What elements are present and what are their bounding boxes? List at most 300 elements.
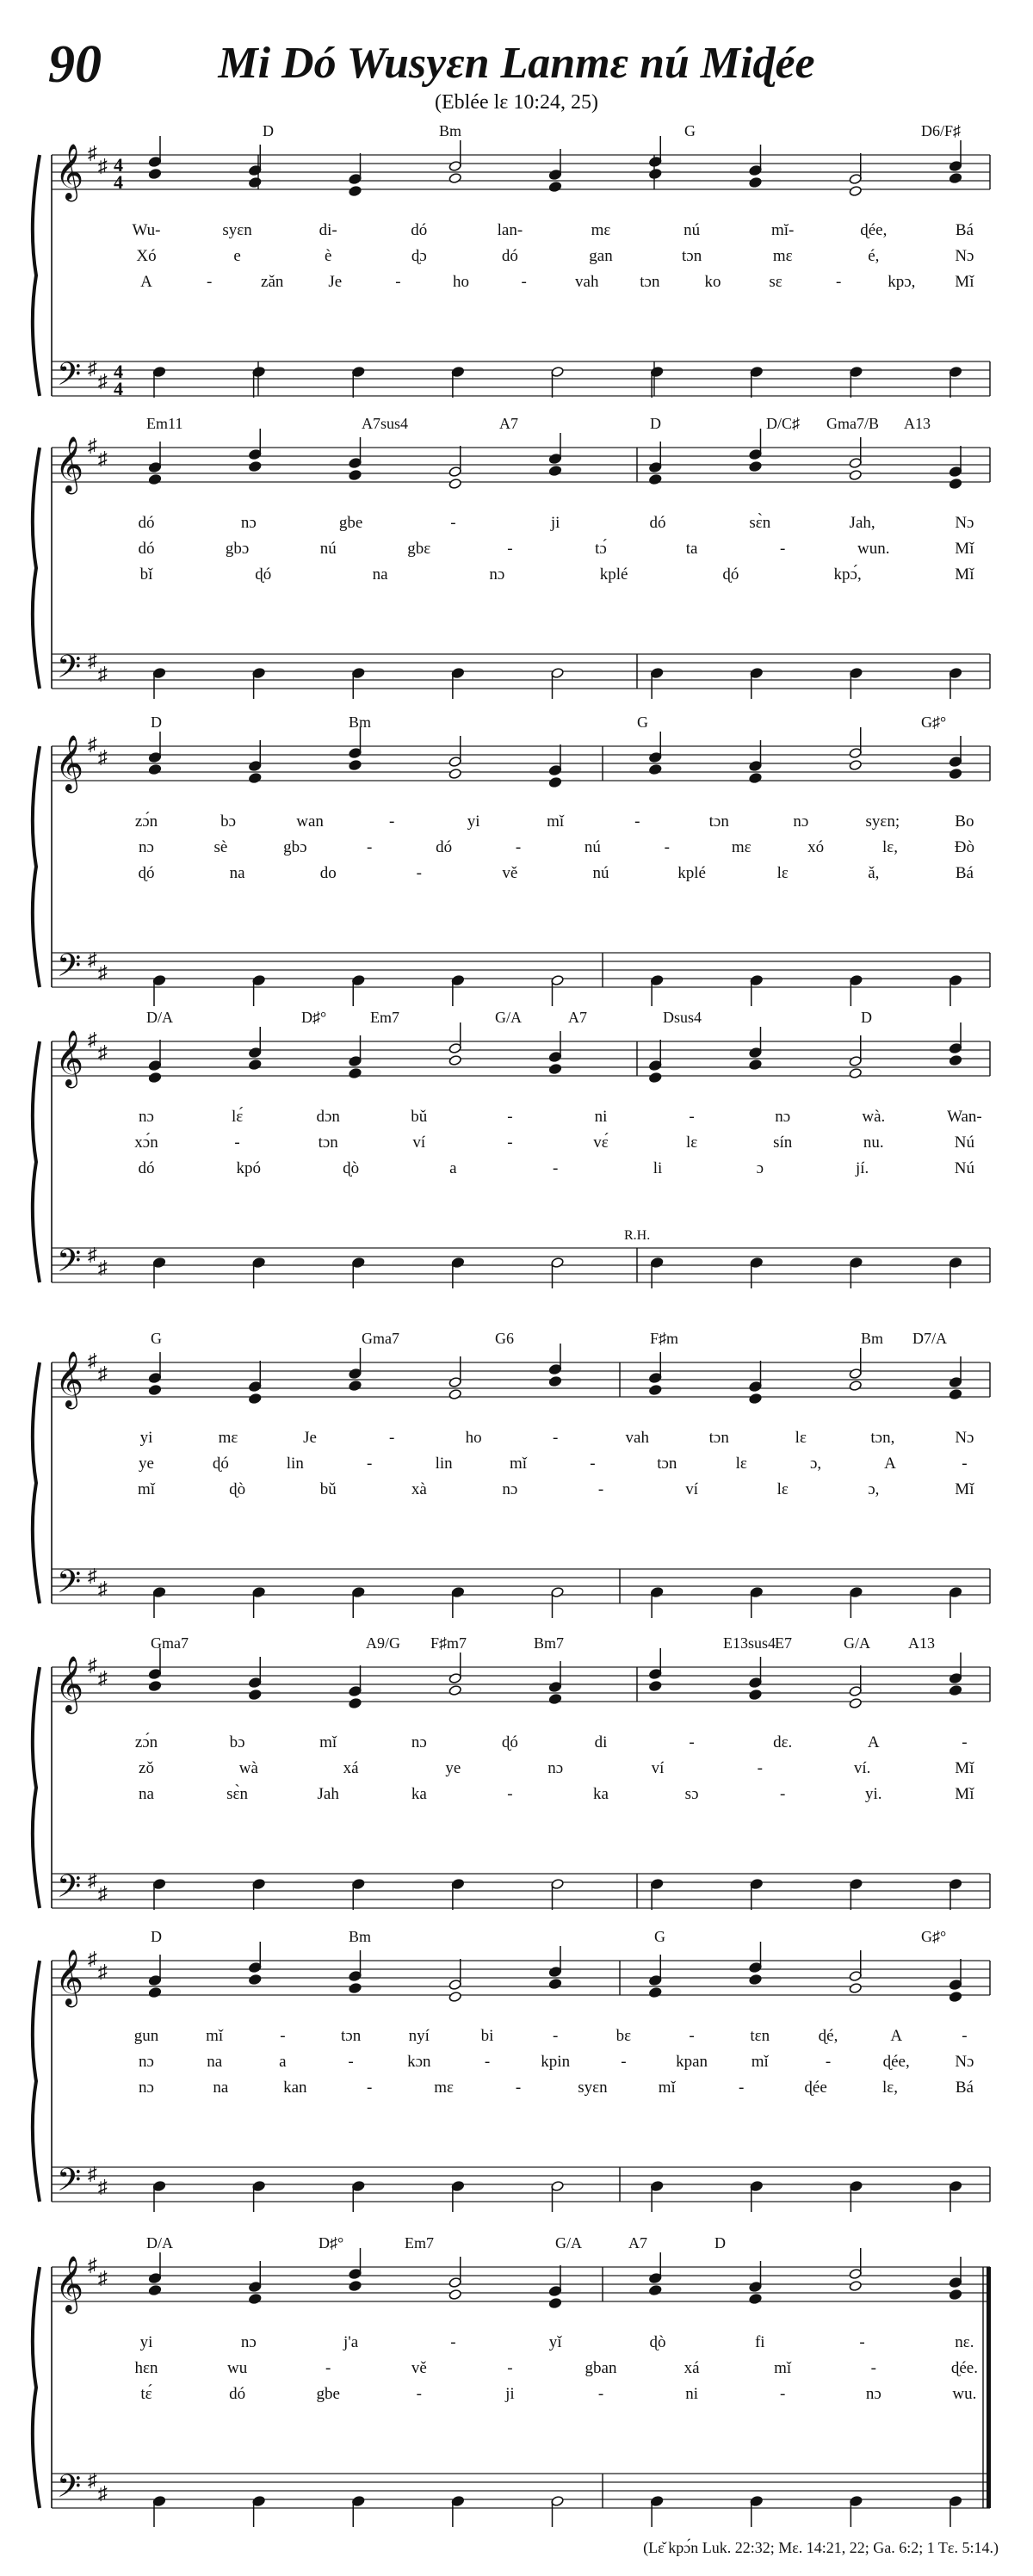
lyric-syllable: ǎ,	[868, 864, 880, 882]
lyric-syllable: nɔ	[139, 838, 154, 856]
note-head	[448, 172, 461, 183]
lyric-syllable: tɔn	[318, 1134, 338, 1152]
note-head	[949, 1991, 962, 2002]
lyric-syllable: ɖée,	[860, 221, 888, 239]
bass-clef-icon: 𝄢	[57, 2163, 82, 2205]
chord-symbol: F♯m7	[430, 1634, 467, 1652]
sharp-icon: ♯	[88, 1869, 97, 1891]
lyric-syllable: gbɔ	[225, 540, 250, 558]
note-head	[448, 2289, 461, 2300]
lyric-syllable: -	[597, 1480, 604, 1498]
lyric-syllable: -	[325, 2359, 331, 2377]
lyric-syllable: j'a	[343, 2333, 359, 2351]
note-head	[849, 1380, 862, 1391]
chord-symbol: D	[151, 1928, 162, 1945]
treble-clef-icon: 𝄞	[55, 438, 84, 491]
lyric-syllable: bǔ	[411, 1108, 428, 1126]
chord-symbol: G♯°	[921, 1928, 947, 1945]
lyric-syllable: è	[324, 247, 332, 265]
lyric-syllable: -	[553, 1159, 559, 1177]
lyric-syllable: dɛ.	[773, 1733, 793, 1751]
bass-clef-icon: 𝄢	[57, 650, 82, 692]
lyric-syllable: Mǐ	[955, 1480, 974, 1498]
final-barline	[987, 2267, 991, 2508]
lyric-syllable: dó	[138, 540, 155, 558]
marking-label: R.H.	[624, 1228, 651, 1243]
chord-symbol: G/A	[495, 1009, 522, 1026]
note-head	[849, 2280, 862, 2291]
lyric-syllable: tɔn	[657, 1455, 677, 1473]
lyric-syllable: gun	[133, 2027, 159, 2045]
lyric-syllable: ni	[594, 1108, 608, 1126]
bass-clef-icon: 𝄢	[57, 1565, 82, 1607]
bass-clef-icon: 𝄢	[57, 2469, 82, 2511]
sharp-icon: ♯	[88, 948, 97, 970]
note-head	[448, 768, 461, 779]
chord-symbol: Bm	[439, 122, 462, 139]
lyric-syllable: wan	[296, 812, 324, 831]
chord-symbol: D♯°	[319, 2234, 344, 2252]
lyric-syllable: -	[859, 2333, 865, 2351]
lyric-syllable: ɖò	[649, 2333, 666, 2351]
lyric-syllable: syɛn	[578, 2079, 608, 2097]
chord-symbol: G	[151, 1330, 162, 1347]
lyric-syllable: Je	[303, 1429, 317, 1447]
note-head	[249, 1059, 262, 1070]
bass-staff	[52, 953, 990, 987]
chord-symbol: D	[861, 1009, 872, 1026]
lyric-syllable: xá	[684, 2359, 700, 2377]
lyric-syllable: mɛ	[772, 247, 793, 265]
lyric-syllable: -	[590, 1455, 596, 1473]
lyric-syllable: -	[825, 2053, 832, 2071]
note-head	[349, 185, 362, 196]
lyric-syllable: yi.	[865, 1785, 882, 1803]
chord-symbol: G/A	[555, 2234, 582, 2252]
lyric-syllable: nú	[684, 221, 701, 239]
lyric-syllable: zǎn	[261, 273, 284, 291]
lyric-syllable: a	[449, 1159, 457, 1177]
note-head	[548, 1978, 561, 1989]
note-head	[548, 465, 561, 476]
lyric-syllable: Jah	[317, 1785, 339, 1803]
lyric-syllable: wà	[238, 1759, 258, 1777]
lyric-syllable: ɖée,	[882, 2053, 910, 2071]
bass-staff	[52, 1569, 990, 1603]
system-brace	[33, 1961, 40, 2202]
lyric-syllable: vah	[575, 273, 599, 291]
chord-symbol: D7/A	[912, 1330, 947, 1347]
sharp-icon: ♯	[98, 1362, 108, 1384]
lyric-syllable: kplé	[677, 864, 706, 882]
lyric-syllable: mǐ	[658, 2079, 676, 2097]
sharp-icon: ♯	[88, 2254, 97, 2276]
note-head	[749, 772, 762, 783]
lyric-syllable: li	[653, 1159, 663, 1177]
lyric-syllable: nɔ	[139, 2079, 154, 2097]
time-signature: 4	[114, 361, 123, 382]
lyric-syllable: ɖò	[229, 1480, 246, 1498]
lyric-syllable: tɛn	[750, 2027, 770, 2045]
lyric-syllable: wà.	[862, 1108, 886, 1126]
note-head	[148, 1986, 161, 1998]
lyric-syllable: -	[367, 1455, 373, 1473]
lyric-syllable: ví	[651, 1759, 665, 1777]
lyric-syllable: lɛ	[735, 1455, 747, 1473]
chord-symbol: D/C♯	[766, 415, 801, 432]
lyric-syllable: mĭ-	[771, 221, 795, 239]
chord-symbol: Bm	[349, 713, 372, 731]
lyric-syllable: mǐ	[319, 1733, 337, 1751]
sharp-icon: ♯	[88, 650, 97, 671]
lyric-syllable: sɔ	[684, 1785, 699, 1803]
chord-symbol: E7	[775, 1634, 792, 1652]
treble-clef-icon: 𝄞	[55, 737, 84, 790]
lyric-syllable: vɛ́	[593, 1134, 609, 1152]
hymn-title: Mi Dó Wusyɛn Lanmɛ nú Miɖée	[218, 39, 815, 88]
treble-staff	[52, 746, 990, 781]
lyric-syllable: lɛ	[776, 1480, 789, 1498]
lyric-syllable: kan	[283, 2079, 307, 2097]
bass-staff	[52, 2474, 990, 2508]
lyric-syllable: Xó	[136, 247, 157, 265]
treble-staff	[52, 2267, 990, 2301]
sharp-icon: ♯	[98, 155, 108, 176]
system-brace	[33, 155, 40, 396]
lyric-syllable: hɛn	[134, 2359, 158, 2377]
lyric-syllable: lan-	[497, 221, 523, 239]
lyric-syllable: bǐ	[139, 565, 153, 584]
note-head	[649, 1986, 662, 1998]
note-head	[849, 185, 862, 196]
treble-staff	[52, 1362, 990, 1397]
lyric-syllable: -	[515, 2079, 522, 2097]
sharp-icon: ♯	[88, 1029, 97, 1050]
lyric-syllable: Nú	[954, 1159, 975, 1177]
lyric-syllable: nɔ	[775, 1108, 791, 1126]
system-brace	[33, 1362, 40, 1603]
chord-symbol: G/A	[844, 1634, 870, 1652]
bass-clef-icon: 𝄢	[57, 357, 82, 399]
lyric-syllable: Bá	[955, 221, 974, 239]
sharp-icon: ♯	[98, 961, 108, 983]
lyric-syllable: Ðò	[954, 838, 975, 856]
lyric-syllable: -	[780, 1785, 786, 1803]
note-head	[349, 1697, 362, 1708]
lyric-syllable: lɛ	[685, 1134, 698, 1152]
bass-staff	[52, 361, 990, 396]
chord-symbol: D	[263, 122, 274, 139]
lyric-syllable: -	[388, 1429, 395, 1447]
time-signature: 4	[114, 378, 123, 399]
lyric-syllable: wun.	[857, 540, 890, 558]
lyric-syllable: -	[367, 838, 373, 856]
sharp-icon: ♯	[88, 2163, 97, 2184]
lyric-syllable: -	[521, 273, 527, 291]
lyric-syllable: wu.	[952, 2385, 977, 2403]
chord-symbol: D♯°	[301, 1009, 327, 1026]
lyric-syllable: dó	[138, 1159, 155, 1177]
note-head	[148, 1680, 161, 1691]
lyric-syllable: syɛn;	[865, 812, 900, 831]
lyric-syllable: di	[594, 1733, 608, 1751]
lyric-syllable: -	[597, 2385, 604, 2403]
lyric-syllable: gbe	[338, 514, 363, 532]
lyric-syllable: ɖée.	[950, 2359, 978, 2377]
lyric-syllable: dó	[501, 247, 518, 265]
sharp-icon: ♯	[98, 663, 108, 684]
lyric-syllable: -	[780, 2385, 786, 2403]
sharp-icon: ♯	[98, 2482, 108, 2504]
sharp-icon: ♯	[98, 1882, 108, 1904]
lyric-syllable: kplé	[599, 565, 628, 584]
lyric-syllable: gbɛ	[407, 540, 431, 558]
lyric-syllable: Nú	[954, 1134, 975, 1152]
chord-symbol: Dsus4	[663, 1009, 702, 1026]
lyric-syllable: nɔ	[489, 565, 505, 584]
lyric-syllable: -	[689, 1108, 695, 1126]
chord-symbol: A7sus4	[362, 415, 409, 432]
note-head	[148, 168, 161, 179]
chord-symbol: A13	[908, 1634, 935, 1652]
treble-staff	[52, 1667, 990, 1702]
lyric-syllable: sɛ̀n	[226, 1785, 249, 1803]
chord-symbol: E13sus4	[723, 1634, 776, 1652]
lyric-syllable: tɔ́	[595, 540, 607, 558]
sharp-icon: ♯	[98, 1578, 108, 1599]
lyric-syllable: -	[739, 2079, 745, 2097]
lyric-syllable: xà	[411, 1480, 427, 1498]
lyric-syllable: xɔ́n	[134, 1134, 158, 1152]
chord-symbol: Gma7	[362, 1330, 399, 1347]
lyric-syllable: -	[962, 2027, 968, 2045]
chord-symbol: A7	[568, 1009, 587, 1026]
lyric-syllable: mɛ	[731, 838, 752, 856]
lyric-syllable: nú	[584, 838, 601, 856]
note-head	[749, 1689, 762, 1700]
sharp-icon: ♯	[88, 2469, 97, 2491]
lyric-syllable: kpan	[676, 2053, 708, 2071]
lyric-syllable: -	[664, 838, 670, 856]
system-brace	[33, 448, 40, 689]
lyric-syllable: lɛ	[795, 1429, 807, 1447]
lyric-syllable: tɔn	[340, 2027, 362, 2045]
sharp-icon: ♯	[88, 1244, 97, 1265]
lyric-syllable: nɔ	[502, 1480, 518, 1498]
note-head	[949, 172, 962, 183]
lyric-syllable: dó	[138, 514, 155, 532]
treble-staff	[52, 155, 990, 189]
lyric-syllable: nú	[592, 864, 609, 882]
lyric-syllable: ji	[550, 514, 560, 532]
lyric-syllable: Je	[328, 273, 343, 291]
note-head	[949, 478, 962, 489]
lyric-syllable: xá	[343, 1759, 359, 1777]
lyric-syllable: -	[515, 838, 522, 856]
treble-staff	[52, 1041, 990, 1076]
lyric-syllable: -	[388, 812, 395, 831]
chord-symbol: A7	[628, 2234, 647, 2252]
system-brace	[33, 1667, 40, 1908]
chord-symbol: G	[654, 1928, 665, 1945]
lyric-syllable: na	[372, 565, 388, 584]
system-brace	[33, 1041, 40, 1282]
lyric-syllable: -	[395, 273, 401, 291]
bass-staff	[52, 1248, 990, 1282]
note-head	[548, 181, 561, 192]
lyric-syllable: mǐ	[206, 2027, 224, 2045]
bass-staff	[52, 2167, 990, 2202]
lyric-syllable: na	[139, 1785, 154, 1803]
sharp-icon: ♯	[98, 1667, 108, 1689]
lyric-syllable: -	[348, 2053, 354, 2071]
treble-clef-icon: 𝄞	[55, 2258, 84, 2311]
lyric-syllable: sín	[773, 1134, 793, 1152]
lyric-syllable: vě	[411, 2359, 427, 2377]
lyric-syllable: -	[836, 273, 842, 291]
sharp-icon: ♯	[98, 746, 108, 768]
note-head	[649, 473, 662, 485]
note-head	[148, 763, 161, 775]
note-head	[949, 1388, 962, 1399]
hymn-number: 90	[48, 35, 102, 94]
lyric-syllable: bi	[480, 2027, 494, 2045]
note-head	[649, 168, 662, 179]
lyric-syllable: bɛ	[615, 2027, 632, 2045]
note-head	[649, 2284, 662, 2295]
lyric-syllable: na	[229, 864, 245, 882]
lyric-syllable: Nɔ	[955, 247, 974, 265]
lyric-syllable: nɔ	[139, 1108, 154, 1126]
lyric-syllable: -	[367, 2079, 373, 2097]
note-head	[649, 763, 662, 775]
lyric-syllable: kpó	[236, 1159, 262, 1177]
lyric-syllable: ɖò	[343, 1159, 360, 1177]
lyric-syllable: ɖó	[138, 864, 155, 882]
lyric-syllable: A	[890, 2027, 903, 2045]
lyric-syllable: Bo	[955, 812, 974, 831]
note-head	[349, 469, 362, 480]
lyric-syllable: sè	[213, 838, 228, 856]
lyric-syllable: wu	[226, 2359, 248, 2377]
bass-staff	[52, 1874, 990, 1908]
note-head	[349, 1067, 362, 1078]
lyric-syllable: Mǐ	[955, 565, 974, 584]
chord-symbol: Bm	[861, 1330, 884, 1347]
lyric-syllable: -	[962, 1733, 968, 1751]
lyric-syllable: ɖó	[255, 565, 272, 584]
lyric-syllable: nyí	[408, 2027, 430, 2045]
lyric-syllable: yi	[139, 1429, 153, 1447]
lyric-syllable: lin	[435, 1455, 453, 1473]
lyric-syllable: mǐ	[547, 812, 565, 831]
lyric-syllable: ho	[465, 1429, 482, 1447]
chord-symbol: Em7	[405, 2234, 434, 2252]
lyric-syllable: -	[689, 1733, 695, 1751]
lyric-syllable: Jah,	[849, 514, 875, 532]
lyric-syllable: -	[234, 1134, 240, 1152]
note-head	[349, 1982, 362, 1993]
note-head	[448, 1388, 461, 1399]
lyric-syllable: -	[962, 1455, 968, 1473]
note-head	[249, 1974, 262, 1985]
lyric-syllable: ɔ,	[810, 1455, 822, 1473]
lyric-syllable: ye	[445, 1759, 461, 1777]
lyric-syllable: kpɔ,	[888, 273, 916, 291]
lyric-syllable: Nɔ	[955, 514, 974, 532]
lyric-syllable: -	[757, 1759, 763, 1777]
note-head	[249, 772, 262, 783]
treble-clef-icon: 𝄞	[55, 1658, 84, 1711]
chord-symbol: D	[650, 415, 661, 432]
lyric-syllable: Bá	[955, 2079, 974, 2097]
lyric-syllable: gban	[585, 2359, 617, 2377]
note-head	[749, 1974, 762, 1985]
lyric-syllable: di-	[319, 221, 337, 239]
chord-symbol: Em11	[146, 415, 183, 432]
lyric-syllable: mǐ	[137, 1480, 156, 1498]
lyric-syllable: -	[450, 2333, 456, 2351]
sharp-icon: ♯	[98, 370, 108, 392]
note-head	[949, 1684, 962, 1696]
lyric-syllable: jí.	[855, 1159, 869, 1177]
note-head	[849, 469, 862, 480]
lyric-syllable: lɛ́	[231, 1108, 244, 1126]
note-head	[749, 460, 762, 472]
lyric-syllable: Wan-	[947, 1108, 982, 1126]
time-signature: 4	[114, 171, 123, 193]
lyric-syllable: A	[140, 273, 152, 291]
lyric-syllable: syɛn	[222, 221, 252, 239]
lyric-syllable: -	[780, 540, 786, 558]
note-head	[249, 2293, 262, 2304]
chord-symbol: A7	[499, 415, 518, 432]
system-brace	[33, 2267, 40, 2508]
treble-staff	[52, 448, 990, 482]
lyric-syllable: -	[689, 2027, 695, 2045]
lyric-syllable: bɔ	[220, 812, 237, 831]
lyric-syllable: gbɔ	[283, 838, 307, 856]
lyric-syllable: tɔn	[640, 273, 660, 291]
footer-references: (Lɛ̌ kpɔ́n Luk. 22:32; Mɛ. 14:21, 22; Ga. 6:2; 1 Tɛ. 5:14.)	[643, 2539, 999, 2556]
sharp-icon: ♯	[88, 1565, 97, 1586]
note-head	[749, 2293, 762, 2304]
lyric-syllable: zɔ́n	[134, 1733, 158, 1751]
note-head	[448, 1991, 461, 2002]
lyric-syllable: fi	[754, 2333, 765, 2351]
lyric-syllable: a	[279, 2053, 287, 2071]
lyric-syllable: tɔn,	[870, 1429, 895, 1447]
treble-clef-icon: 𝄞	[55, 145, 84, 199]
sharp-icon: ♯	[88, 1654, 97, 1676]
lyric-syllable: tɛ́	[140, 2385, 152, 2403]
lyric-syllable: Mǐ	[955, 273, 974, 291]
lyric-syllable: mǐ	[751, 2053, 769, 2071]
chord-symbol: G6	[495, 1330, 514, 1347]
lyric-syllable: yǐ	[548, 2333, 562, 2351]
lyric-syllable: dó	[229, 2385, 246, 2403]
chord-symbol: D/A	[146, 1009, 173, 1026]
lyric-syllable: -	[507, 1134, 513, 1152]
lyric-syllable: zɔ́n	[134, 812, 158, 831]
chord-symbol: Gma7	[151, 1634, 189, 1652]
lyric-syllable: Wu-	[132, 221, 161, 239]
note-head	[349, 2280, 362, 2291]
note-head	[749, 1059, 762, 1070]
lyric-syllable: -	[507, 1108, 513, 1126]
sharp-icon: ♯	[88, 142, 97, 164]
lyric-syllable: A	[884, 1455, 896, 1473]
